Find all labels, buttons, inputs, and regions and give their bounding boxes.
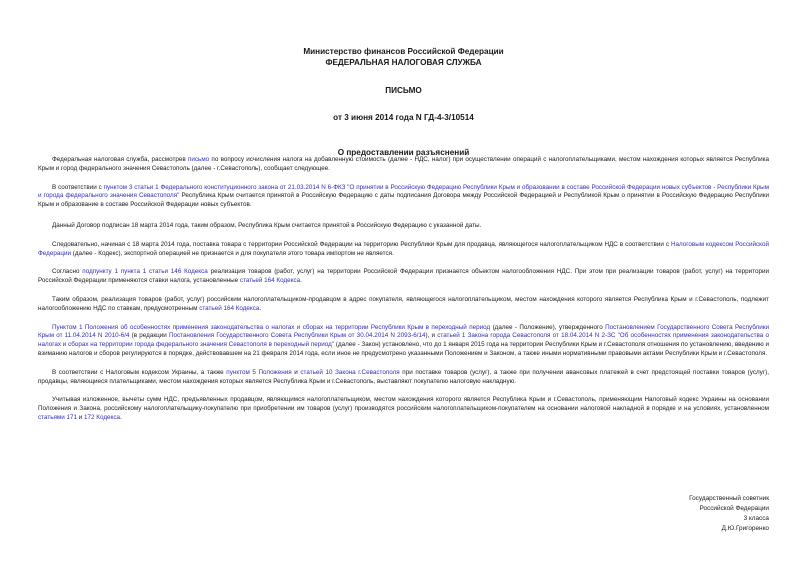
paragraph-5 bbox=[38, 268, 769, 286]
link-sevastopol-law[interactable]: статьей 1 Закона города Севастополя от 18.04.2014 N 2-ЗС "Об особенностях применения законодательства о налогах и сборах на территории города федерального значения Севастополя в переходный период" bbox=[38, 332, 769, 349]
paragraph-text: . bbox=[259, 304, 262, 312]
document-type: ПИСЬМО bbox=[385, 86, 422, 95]
paragraph-text: Данный Договор подписан 18 марта 2014 года, таким образом, Республика Крым считается принятой в Российскую Федерацию с указанной даты. bbox=[52, 221, 482, 229]
link-tax-code[interactable]: Налоговым кодексом Российской Федерации bbox=[38, 240, 769, 257]
paragraph-text: (далее - Положение), утвержденного bbox=[490, 323, 606, 331]
paragraph-text: (далее - Кодекс), экспортной операцией не признается и для покупателя этого товара импортом не является. bbox=[70, 249, 394, 257]
signatory-title-line-1: Государственный советник bbox=[689, 495, 769, 502]
link-regulation-point-1[interactable]: Пунктом 1 Положения об особенностях применения законодательства о налогах и сборах на территории Республики Крым в переходный период bbox=[52, 323, 491, 331]
link-sevastopol-law-article-10[interactable]: статьей 10 Закона г.Севастополя bbox=[300, 368, 400, 376]
paragraph-3 bbox=[38, 222, 769, 231]
link-letter[interactable]: письмо bbox=[187, 156, 210, 163]
paragraph-8 bbox=[38, 369, 769, 387]
signatory-rank: 3 класса bbox=[743, 515, 769, 522]
paragraph-text: ), и bbox=[425, 332, 438, 340]
signature-block bbox=[689, 494, 769, 534]
paragraph-text: Следовательно, начиная с 18 марта 2014 года, поставка товара с территории Российской Федерации на территорию Республики Крым для продавца, являющегося налогоплательщиком НДС в соответствии с bbox=[52, 240, 671, 248]
paragraph-text: и bbox=[77, 413, 85, 421]
link-article-164[interactable]: статьей 164 Кодекса bbox=[199, 304, 260, 312]
document-date-number: от 3 июня 2014 года N ГД-4-3/10514 bbox=[333, 113, 474, 122]
paragraph-text: по вопросу исчисления налога на добавленную стоимость (далее - НДС, налог) при осуществлении операций с налогоплательщиками, местом нахождения которых является Республика Крым и город федерального значения Севастополь (далее - г.Севастополь), сообщает следующее. bbox=[38, 156, 769, 172]
paragraph-9 bbox=[38, 396, 769, 422]
link-fkz-6[interactable]: пунктом 3 статьи 1 Федерального конституционного закона от 21.03.2014 N 6-ФКЗ "О принятии в Российскую Федерацию Республики Крым и образовании в составе Российской Федерации новых субъектов - Республики Крым и города федерального значения Севастополя" bbox=[38, 183, 769, 200]
paragraph-text: Федеральная налоговая служба, рассмотрев bbox=[52, 156, 188, 163]
paragraph-4 bbox=[38, 241, 769, 259]
paragraph-text: Республика Крым считается принятой в Российскую Федерацию с даты подписания Договора между Российской Федерацией и Республикой Крым о принятии в Российскую Федерацию Республики Крым и образование в составе Российской Федерации новых субъектов. bbox=[38, 192, 769, 209]
signatory-title-line-2: Российской Федерации bbox=[699, 505, 769, 512]
paragraph-1 bbox=[38, 156, 769, 174]
paragraph-2 bbox=[38, 184, 769, 210]
paragraph-text: В соответствии с bbox=[52, 183, 104, 191]
signatory-name: Д.Ю.Григоренко bbox=[721, 525, 769, 532]
paragraph-text: Учитывая изложенное, вычеты сумм НДС, предъявленных продавцом, являющимся налогоплательщиком, местом нахождения которого является Республика Крым и г.Севастополь, применяющим Налоговый кодекс Украины на основании Положения и Закона, российскому налогоплательщику-покупателю при приобретении им товаров (услуг) производятся российским налогоплательщиком-покупателем на основании налоговой накладной в порядке и на условиях, установленном bbox=[38, 396, 769, 413]
ministry-name: Министерство финансов Российской Федерации bbox=[303, 47, 504, 56]
paragraph-7 bbox=[38, 324, 769, 359]
link-article-172[interactable]: 172 Кодекса bbox=[84, 413, 120, 421]
link-regulation-point-5[interactable]: пунктом 5 Положения bbox=[226, 368, 292, 376]
link-resolution-2010[interactable]: Постановлением Государственного Совета Республики Крым от 11.04.2014 N 2010-6/4 bbox=[38, 323, 769, 340]
link-article-171[interactable]: статьями 171 bbox=[38, 413, 78, 421]
letter-body bbox=[38, 156, 769, 433]
paragraph-text: Таким образом, реализация товаров (работ, услуг) российским налогоплательщиком-продавцом в адрес покупателя, являющегося налогоплательщиком, местом нахождения которого является Республика Крым и г.Севастополь, подлежит налогообложению НДС по ставкам, предусмотренным bbox=[38, 295, 769, 312]
paragraph-6 bbox=[38, 296, 769, 314]
link-resolution-2093[interactable]: Постановления Государственного Совета Республики Крым от 30.04.2014 N 2093-6/14 bbox=[168, 332, 426, 340]
paragraph-text: при поставке товаров (услуг), а также при получении авансовых платежей в счет предстоящей поставки товаров (услуг), продавцы, являющиеся плательщиками, местом нахождения которых является Республика Крым и г.Севастополь, выставляют покупателю налоговую накладную. bbox=[38, 368, 769, 385]
paragraph-text: Согласно bbox=[52, 268, 83, 276]
paragraph-text: . bbox=[300, 277, 302, 285]
paragraph-text: реализация товаров (работ, услуг) на территории Российской Федерации признается объектом налогообложения НДС. При этом при реализации товаров (работ, услуг) на территории Российской Федерации применяются ставки налога, установленные bbox=[38, 268, 769, 285]
paragraph-text: (в редакции bbox=[129, 332, 169, 340]
paragraph-text: (далее - Закон) установлено, что до 1 января 2015 года на территории Республики Крым и г.Севастополя отношения по установлению, введению и взиманию налогов и сборов регулируются в порядке, действовавшем на 21 февраля 2014 года, если иное не предусмотрено указанными Положением и Законом, а также иными нормативными правовыми актами Республики Крым и г.Севастополя. bbox=[38, 341, 769, 357]
paragraph-text: В соответствии с Налоговым кодексом Украины, а также bbox=[52, 368, 227, 376]
paragraph-text: и bbox=[291, 368, 301, 376]
document-header bbox=[0, 46, 807, 158]
link-article-146[interactable]: подпункту 1 пункта 1 статьи 146 Кодекса bbox=[82, 268, 208, 276]
paragraph-text: . bbox=[120, 413, 122, 421]
link-article-164[interactable]: статьей 164 Кодекса bbox=[239, 277, 301, 285]
document-subject: О предоставлении разъяснений bbox=[337, 148, 470, 157]
service-name: ФЕДЕРАЛЬНАЯ НАЛОГОВАЯ СЛУЖБА bbox=[325, 58, 482, 67]
